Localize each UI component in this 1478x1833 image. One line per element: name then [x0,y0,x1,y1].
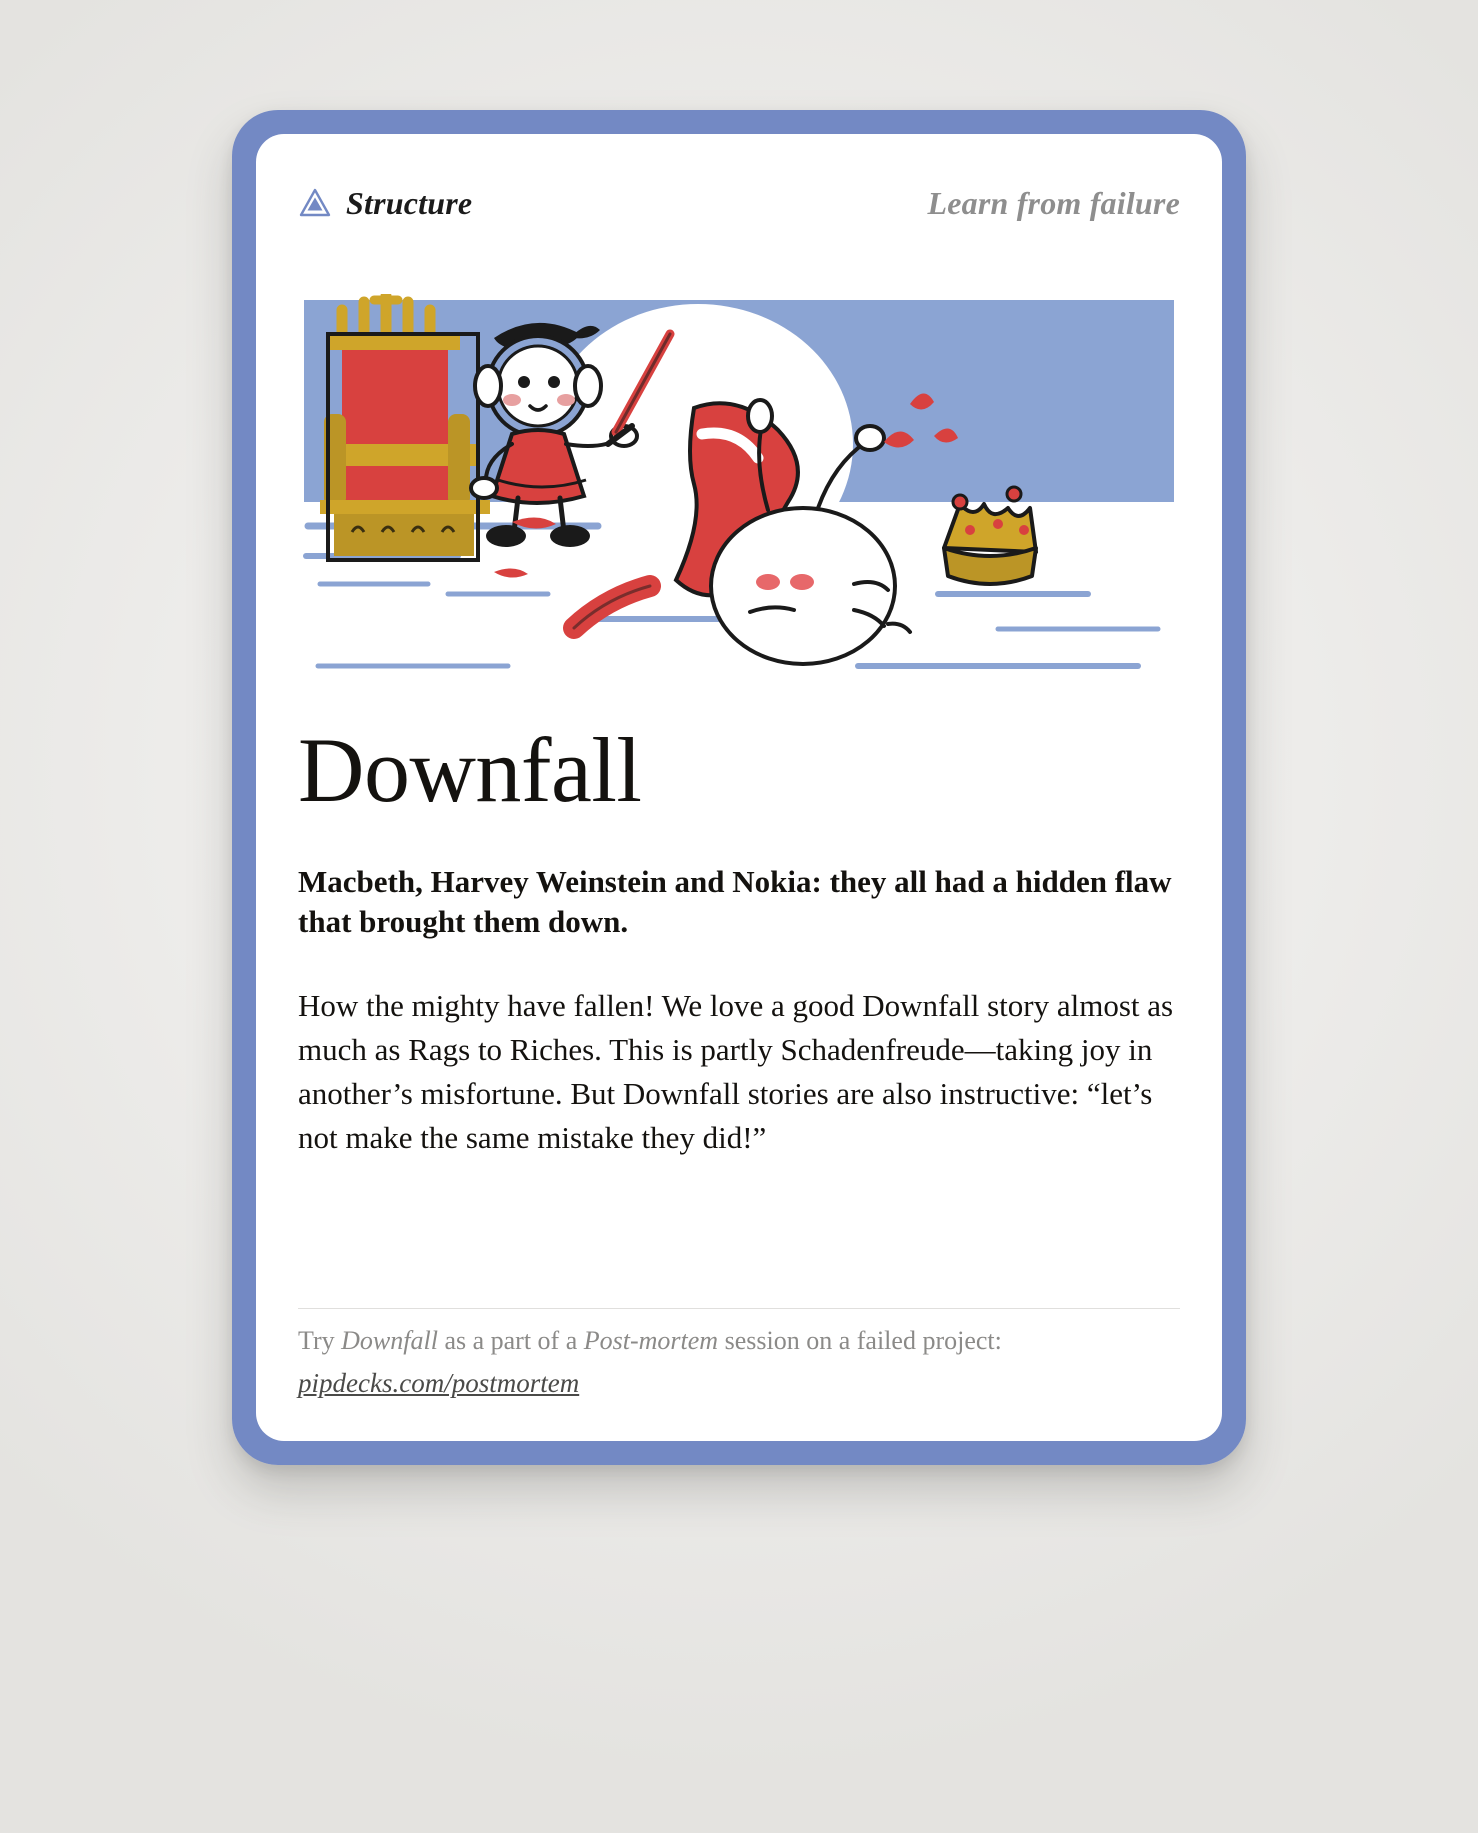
card-title: Downfall [298,719,642,821]
king-falling-from-throne-illustration [298,294,1180,694]
footer-url-link[interactable]: pipdecks.com/postmortem [298,1368,580,1398]
card-header [298,176,1180,230]
card-subtitle: Macbeth, Harvey Weinstein and Nokia: they all had a hidden flaw that brought them down. [298,864,1172,940]
card-footer [298,1322,1180,1399]
triangle-structure-icon [298,188,332,218]
throne [320,294,490,560]
card-category [298,185,472,222]
card-tagline: Learn from failure [927,184,1180,221]
footer-card-name: Downfall [341,1326,438,1356]
pip-deck-card[interactable] [232,110,1246,1465]
footer-hint [298,1322,1180,1360]
card-face [256,134,1222,1441]
footer-prefix: Try [298,1326,342,1356]
card-body-text: How the mighty have fallen! We love a good Downfall story almost as much as Rags to Riches. This is partly Schadenfreude—taking joy in another’s misfortune. But Downfall stories are also instructive: “let’s not make the same mistake they did!” [298,988,1174,1156]
footer-middle: as a part of a [437,1326,584,1356]
footer-session-name: Post-mortem [583,1326,719,1356]
footer-suffix: session on a failed project: [718,1326,1002,1356]
footer-divider [298,1308,1180,1309]
category-label: Structure [346,184,473,221]
